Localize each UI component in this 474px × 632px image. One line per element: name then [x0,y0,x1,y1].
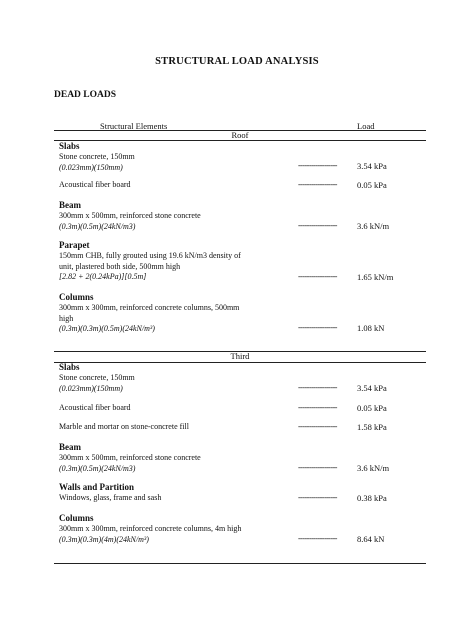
item-description: unit, plastered both side, 500mm high [59,261,181,271]
leader-dashes: ------------------ [298,221,337,230]
group-heading: Beam [59,200,81,210]
group-heading: Beam [59,442,81,452]
item-description: 300mm x 300mm, reinforced concrete columns, 4m high [59,524,242,533]
group-heading: Slabs [59,362,80,372]
leader-dashes: ------------------ [298,323,337,332]
leader-dashes: ------------------ [298,463,337,472]
item-description: 300mm x 500mm, reinforced stone concrete [59,211,201,220]
third-slab-item [59,422,299,433]
roof-parapet-block [59,240,299,283]
column-header-elements: Structural Elements [100,121,168,131]
item-calculation: (0.3m)(0.5m)(24kN/m3) [59,221,136,231]
item-calculation: (0.3m)(0.3m)(0.5m)(24kN/m³) [59,324,155,333]
item-description: Stone concrete, 150mm [59,152,135,161]
load-value: 1.65 kN/m [357,272,394,282]
roof-slabs-block [59,141,299,173]
load-value: 3.6 kN/m [357,221,390,231]
floor-label-roof: Roof [231,130,249,140]
item-description: Acoustical fiber board [59,180,131,189]
roof-slab-item [59,180,299,191]
group-heading: Columns [59,292,94,302]
leader-dashes: ------------------ [298,422,337,431]
third-slabs-block [59,362,299,394]
item-description: Acoustical fiber board [59,403,131,412]
item-calculation: [2.82 + 2(0.24kPa)][0.5m] [59,272,147,281]
load-value: 3.54 kPa [357,161,387,171]
section-heading: DEAD LOADS [54,90,117,100]
item-description: Stone concrete, 150mm [59,373,135,382]
item-description: 300mm x 300mm, reinforced concrete columns, 500mm [59,303,240,312]
item-calculation: (0.023mm)(150mm) [59,383,123,393]
item-calculation: (0.3m)(0.5m)(24kN/m3) [59,463,136,473]
group-heading: Slabs [59,141,80,151]
leader-dashes: ------------------ [298,534,337,543]
load-value: 1.58 kPa [357,422,387,432]
third-beam-block [59,442,299,474]
group-heading: Walls and Partition [59,482,135,492]
load-value: 1.08 kN [357,323,385,333]
item-description: Marble and mortar on stone-concrete fill [59,422,189,431]
leader-dashes: ------------------ [298,161,337,170]
leader-dashes: ------------------ [298,403,337,412]
document-title: STRUCTURAL LOAD ANALYSIS [155,56,319,67]
third-columns-block [59,513,299,545]
load-value: 8.64 kN [357,534,385,544]
item-description: 150mm CHB, fully grouted using 19.6 kN/m3 density of [59,251,241,260]
item-description: high [59,313,74,323]
load-value: 0.05 kPa [357,403,387,413]
group-heading: Parapet [59,240,90,250]
load-value: 0.05 kPa [357,180,387,190]
leader-dashes: ------------------ [298,272,337,281]
item-calculation: (0.3m)(0.3m)(4m)(24kN/m³) [59,534,149,544]
leader-dashes: ------------------ [298,180,337,189]
column-header-load: Load [357,121,375,131]
item-description: Windows, glass, frame and sash [59,493,162,502]
table-rule [54,563,426,564]
third-walls-block [59,482,299,504]
item-calculation: (0.023mm)(150mm) [59,162,123,172]
roof-columns-block [59,292,299,335]
group-heading: Columns [59,513,94,523]
roof-beam-block [59,200,299,232]
load-value: 3.54 kPa [357,383,387,393]
load-value: 3.6 kN/m [357,463,390,473]
floor-label-third: Third [230,351,250,361]
third-slab-item [59,403,299,414]
item-description: 300mm x 500mm, reinforced stone concrete [59,453,201,462]
load-value: 0.38 kPa [357,493,387,503]
leader-dashes: ------------------ [298,383,337,392]
leader-dashes: ------------------ [298,493,337,502]
